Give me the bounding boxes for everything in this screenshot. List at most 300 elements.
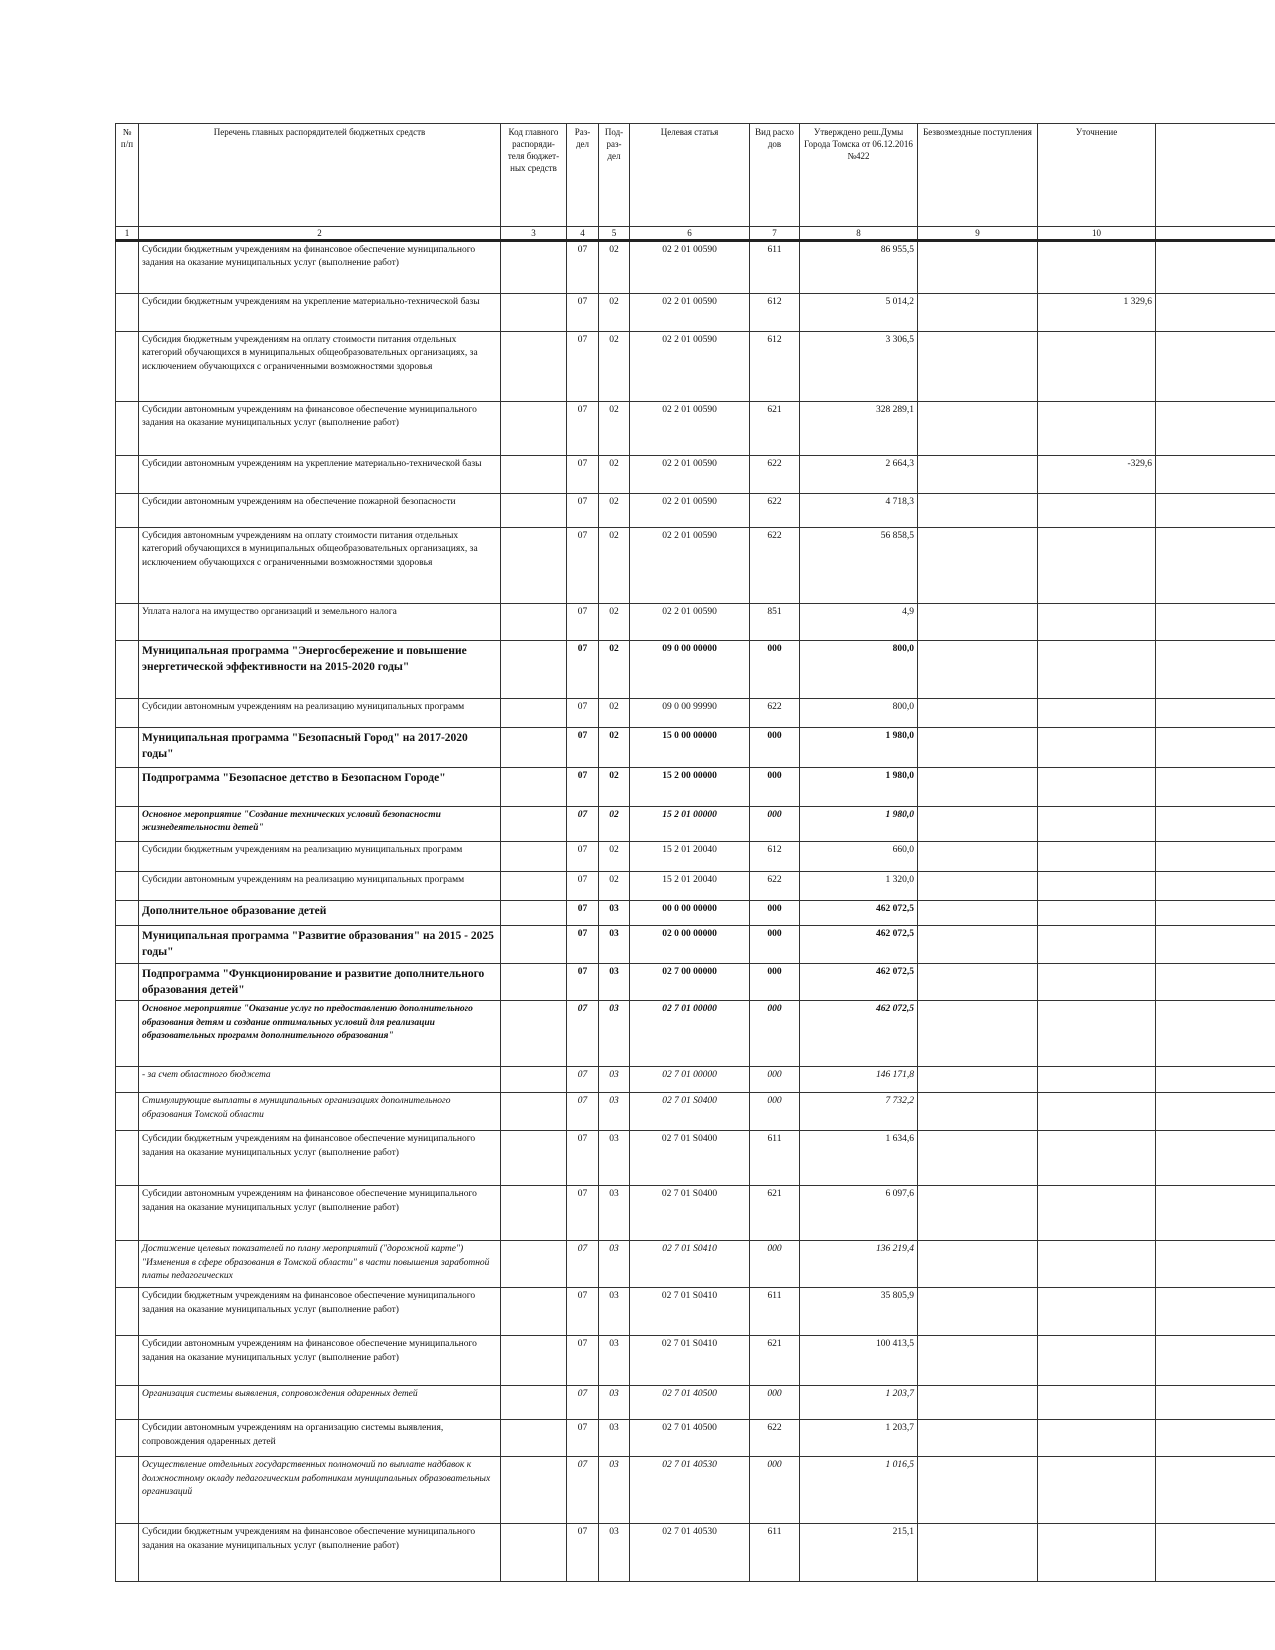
cell-number <box>116 294 139 332</box>
cell-description: Субсидии бюджетным учреждениям на укрепление материально-технической базы <box>139 294 501 332</box>
table-row <box>116 641 1275 699</box>
header-cell-gratuitous: Безвозмездные поступления <box>918 124 1038 227</box>
table-row <box>116 963 1275 1001</box>
cell-clarification: -329,6 <box>1038 456 1156 494</box>
cell-admin-code <box>501 402 567 456</box>
header-cell-target-article: Целевая статья <box>630 124 750 227</box>
cell-admin-code <box>501 872 567 901</box>
cell-number <box>116 1457 139 1524</box>
cell-section: 07 <box>567 332 599 402</box>
cell-extra <box>1156 768 1275 807</box>
cell-subsection: 03 <box>599 1067 630 1093</box>
cell-subsection: 03 <box>599 901 630 926</box>
cell-target-article: 02 2 01 00590 <box>630 294 750 332</box>
cell-section: 07 <box>567 402 599 456</box>
table-body <box>116 241 1275 1582</box>
column-number: 2 <box>139 227 501 241</box>
table-row <box>116 842 1275 872</box>
table-row <box>116 1457 1275 1524</box>
cell-extra <box>1156 1457 1275 1524</box>
cell-clarification <box>1038 807 1156 842</box>
table-row <box>116 1420 1275 1457</box>
table-row <box>116 332 1275 402</box>
cell-expense-type: 000 <box>750 768 800 807</box>
cell-expense-type: 000 <box>750 641 800 699</box>
cell-subsection: 02 <box>599 641 630 699</box>
cell-number <box>116 1288 139 1336</box>
cell-subsection: 03 <box>599 1001 630 1067</box>
cell-description: Организация системы выявления, сопровождения одаренных детей <box>139 1386 501 1420</box>
cell-clarification <box>1038 1457 1156 1524</box>
cell-target-article: 15 2 01 00000 <box>630 807 750 842</box>
table-row <box>116 768 1275 807</box>
cell-section: 07 <box>567 768 599 807</box>
cell-gratuitous <box>918 294 1038 332</box>
cell-expense-type: 622 <box>750 699 800 728</box>
cell-section: 07 <box>567 872 599 901</box>
cell-admin-code <box>501 1241 567 1288</box>
cell-section: 07 <box>567 1288 599 1336</box>
cell-admin-code <box>501 1001 567 1067</box>
cell-description: Субсидии бюджетным учреждениям на реализацию муниципальных программ <box>139 842 501 872</box>
cell-admin-code <box>501 842 567 872</box>
cell-extra <box>1156 641 1275 699</box>
cell-approved: 5 014,2 <box>800 294 918 332</box>
column-number-row <box>116 227 1275 241</box>
cell-section: 07 <box>567 1386 599 1420</box>
cell-extra <box>1156 1093 1275 1131</box>
table-row <box>116 604 1275 641</box>
cell-clarification <box>1038 494 1156 528</box>
column-number: 6 <box>630 227 750 241</box>
cell-section: 07 <box>567 728 599 768</box>
cell-description: Субсидии автономным учреждениям на укрепление материально-технической базы <box>139 456 501 494</box>
cell-subsection: 02 <box>599 402 630 456</box>
cell-target-article: 02 2 01 00590 <box>630 528 750 604</box>
cell-expense-type: 000 <box>750 926 800 964</box>
cell-gratuitous <box>918 494 1038 528</box>
cell-approved: 1 634,6 <box>800 1131 918 1186</box>
cell-gratuitous <box>918 402 1038 456</box>
cell-section: 07 <box>567 1336 599 1386</box>
cell-extra <box>1156 728 1275 768</box>
cell-expense-type: 611 <box>750 241 800 294</box>
cell-number <box>116 1186 139 1241</box>
cell-subsection: 02 <box>599 728 630 768</box>
cell-extra <box>1156 1288 1275 1336</box>
cell-extra <box>1156 1241 1275 1288</box>
cell-approved: 462 072,5 <box>800 926 918 964</box>
cell-target-article: 02 7 01 00000 <box>630 1001 750 1067</box>
cell-section: 07 <box>567 641 599 699</box>
header-cell-approved: Утверждено реш.Думы Города Томска от 06.12.2016 №422 <box>800 124 918 227</box>
cell-clarification <box>1038 1420 1156 1457</box>
cell-clarification <box>1038 332 1156 402</box>
cell-number <box>116 528 139 604</box>
cell-number <box>116 332 139 402</box>
cell-target-article: 02 0 00 00000 <box>630 926 750 964</box>
column-number: 5 <box>599 227 630 241</box>
cell-target-article: 02 7 01 40500 <box>630 1420 750 1457</box>
table-row <box>116 1241 1275 1288</box>
cell-section: 07 <box>567 1241 599 1288</box>
cell-clarification: 1 329,6 <box>1038 294 1156 332</box>
cell-description: Осуществление отдельных государственных полномочий по выплате надбавок к должностному окладу педагогическим работникам муниципальных образовательных организаций <box>139 1457 501 1524</box>
cell-extra <box>1156 604 1275 641</box>
cell-expense-type: 611 <box>750 1131 800 1186</box>
cell-section: 07 <box>567 1131 599 1186</box>
column-number: 7 <box>750 227 800 241</box>
cell-expense-type: 621 <box>750 1336 800 1386</box>
cell-description: Основное мероприятие "Создание технических условий безопасности жизнедеятельности детей" <box>139 807 501 842</box>
cell-admin-code <box>501 926 567 964</box>
cell-description: Подпрограмма "Функционирование и развитие дополнительного образования детей" <box>139 963 501 1001</box>
cell-number <box>116 1524 139 1582</box>
table-row <box>116 456 1275 494</box>
cell-admin-code <box>501 963 567 1001</box>
cell-number <box>116 842 139 872</box>
cell-approved: 328 289,1 <box>800 402 918 456</box>
cell-clarification <box>1038 528 1156 604</box>
cell-subsection: 02 <box>599 528 630 604</box>
cell-expense-type: 000 <box>750 728 800 768</box>
cell-gratuitous <box>918 332 1038 402</box>
cell-description: Субсидии автономным учреждениям на обеспечение пожарной безопасности <box>139 494 501 528</box>
table-row <box>116 872 1275 901</box>
cell-approved: 136 219,4 <box>800 1241 918 1288</box>
cell-section: 07 <box>567 699 599 728</box>
cell-gratuitous <box>918 842 1038 872</box>
budget-table <box>115 123 1275 1582</box>
table-row <box>116 1288 1275 1336</box>
cell-extra <box>1156 294 1275 332</box>
cell-clarification <box>1038 872 1156 901</box>
cell-gratuitous <box>918 963 1038 1001</box>
cell-number <box>116 963 139 1001</box>
cell-gratuitous <box>918 1457 1038 1524</box>
cell-subsection: 02 <box>599 807 630 842</box>
cell-subsection: 02 <box>599 241 630 294</box>
cell-section: 07 <box>567 842 599 872</box>
table-row <box>116 926 1275 964</box>
cell-gratuitous <box>918 1001 1038 1067</box>
cell-description: Субсидия автономным учреждениям на оплату стоимости питания отдельных категорий обучающихся в муниципальных общеобразовательных организациях, за исключением обучающихся с ограниченными возможностями здоровья <box>139 528 501 604</box>
cell-subsection: 02 <box>599 604 630 641</box>
cell-clarification <box>1038 699 1156 728</box>
table-row <box>116 1093 1275 1131</box>
table-row <box>116 1131 1275 1186</box>
cell-approved: 86 955,5 <box>800 241 918 294</box>
cell-admin-code <box>501 1420 567 1457</box>
cell-admin-code <box>501 641 567 699</box>
cell-expense-type: 000 <box>750 1001 800 1067</box>
cell-extra <box>1156 842 1275 872</box>
cell-admin-code <box>501 901 567 926</box>
cell-admin-code <box>501 1457 567 1524</box>
cell-clarification <box>1038 842 1156 872</box>
cell-gratuitous <box>918 1131 1038 1186</box>
table-row <box>116 241 1275 294</box>
cell-description: Субсидии автономным учреждениям на финансовое обеспечение муниципального задания на оказание муниципальных услуг (выполнение работ) <box>139 402 501 456</box>
header-cell-clarification: Уточнение <box>1038 124 1156 227</box>
cell-subsection: 02 <box>599 768 630 807</box>
cell-clarification <box>1038 241 1156 294</box>
header-cell-description: Перечень главных распорядителей бюджетных средств <box>139 124 501 227</box>
cell-approved: 3 306,5 <box>800 332 918 402</box>
cell-description: Субсидии автономным учреждениям на финансовое обеспечение муниципального задания на оказание муниципальных услуг (выполнение работ) <box>139 1336 501 1386</box>
cell-target-article: 02 2 01 00590 <box>630 402 750 456</box>
budget-table-sheet <box>115 123 1275 1650</box>
cell-target-article: 02 2 01 00590 <box>630 456 750 494</box>
cell-clarification <box>1038 1288 1156 1336</box>
cell-gratuitous <box>918 926 1038 964</box>
cell-description: Субсидии автономным учреждениям на финансовое обеспечение муниципального задания на оказание муниципальных услуг (выполнение работ) <box>139 1186 501 1241</box>
cell-gratuitous <box>918 807 1038 842</box>
cell-approved: 1 980,0 <box>800 768 918 807</box>
cell-number <box>116 641 139 699</box>
cell-extra <box>1156 1001 1275 1067</box>
cell-admin-code <box>501 1093 567 1131</box>
table-row <box>116 1336 1275 1386</box>
cell-admin-code <box>501 1186 567 1241</box>
cell-expense-type: 622 <box>750 872 800 901</box>
cell-section: 07 <box>567 294 599 332</box>
cell-subsection: 02 <box>599 332 630 402</box>
cell-extra <box>1156 1131 1275 1186</box>
cell-expense-type: 612 <box>750 332 800 402</box>
cell-subsection: 03 <box>599 1420 630 1457</box>
cell-extra <box>1156 807 1275 842</box>
cell-gratuitous <box>918 241 1038 294</box>
cell-expense-type: 622 <box>750 528 800 604</box>
cell-gratuitous <box>918 1524 1038 1582</box>
cell-description: Субсидии автономным учреждениям на организацию системы выявления, сопровождения одаренных детей <box>139 1420 501 1457</box>
cell-subsection: 02 <box>599 842 630 872</box>
cell-expense-type: 000 <box>750 1067 800 1093</box>
cell-clarification <box>1038 1093 1156 1131</box>
cell-description: Субсидии бюджетным учреждениям на финансовое обеспечение муниципального задания на оказание муниципальных услуг (выполнение работ) <box>139 1524 501 1582</box>
cell-expense-type: 851 <box>750 604 800 641</box>
table-row <box>116 294 1275 332</box>
cell-clarification <box>1038 641 1156 699</box>
cell-number <box>116 402 139 456</box>
cell-clarification <box>1038 1067 1156 1093</box>
cell-extra <box>1156 332 1275 402</box>
cell-extra <box>1156 1186 1275 1241</box>
column-number: 4 <box>567 227 599 241</box>
cell-section: 07 <box>567 241 599 294</box>
cell-target-article: 15 0 00 00000 <box>630 728 750 768</box>
cell-number <box>116 1241 139 1288</box>
cell-approved: 800,0 <box>800 641 918 699</box>
cell-approved: 1 980,0 <box>800 728 918 768</box>
cell-clarification <box>1038 1524 1156 1582</box>
cell-expense-type: 000 <box>750 807 800 842</box>
cell-number <box>116 456 139 494</box>
cell-target-article: 02 2 01 00590 <box>630 241 750 294</box>
cell-approved: 35 805,9 <box>800 1288 918 1336</box>
cell-clarification <box>1038 1336 1156 1386</box>
cell-section: 07 <box>567 1067 599 1093</box>
table-row <box>116 1067 1275 1093</box>
cell-gratuitous <box>918 872 1038 901</box>
cell-approved: 1 016,5 <box>800 1457 918 1524</box>
cell-approved: 56 858,5 <box>800 528 918 604</box>
cell-number <box>116 926 139 964</box>
cell-clarification <box>1038 768 1156 807</box>
cell-admin-code <box>501 456 567 494</box>
cell-gratuitous <box>918 768 1038 807</box>
cell-number <box>116 1067 139 1093</box>
cell-target-article: 02 7 01 S0410 <box>630 1336 750 1386</box>
cell-gratuitous <box>918 528 1038 604</box>
cell-approved: 660,0 <box>800 842 918 872</box>
cell-extra <box>1156 241 1275 294</box>
cell-approved: 800,0 <box>800 699 918 728</box>
cell-number <box>116 699 139 728</box>
column-number: 8 <box>800 227 918 241</box>
cell-clarification <box>1038 402 1156 456</box>
table-row <box>116 807 1275 842</box>
cell-expense-type: 621 <box>750 402 800 456</box>
cell-clarification <box>1038 1001 1156 1067</box>
column-number <box>1156 227 1275 241</box>
cell-number <box>116 728 139 768</box>
column-number: 3 <box>501 227 567 241</box>
column-number: 1 <box>116 227 139 241</box>
cell-number <box>116 241 139 294</box>
cell-number <box>116 1420 139 1457</box>
cell-description: Субсидии бюджетным учреждениям на финансовое обеспечение муниципального задания на оказание муниципальных услуг (выполнение работ) <box>139 241 501 294</box>
cell-description: Основное мероприятие "Оказание услуг по предоставлению дополнительного образования детям и создание оптимальных условий для реализации образовательных программ дополнительного образования" <box>139 1001 501 1067</box>
cell-subsection: 02 <box>599 494 630 528</box>
cell-gratuitous <box>918 728 1038 768</box>
cell-admin-code <box>501 1386 567 1420</box>
header-cell-section: Раз-дел <box>567 124 599 227</box>
cell-clarification <box>1038 728 1156 768</box>
cell-clarification <box>1038 901 1156 926</box>
cell-expense-type: 000 <box>750 901 800 926</box>
cell-approved: 462 072,5 <box>800 1001 918 1067</box>
cell-extra <box>1156 1336 1275 1386</box>
cell-extra <box>1156 402 1275 456</box>
cell-gratuitous <box>918 1420 1038 1457</box>
header-cell-number: № п/п <box>116 124 139 227</box>
cell-expense-type: 612 <box>750 842 800 872</box>
cell-subsection: 03 <box>599 926 630 964</box>
cell-approved: 462 072,5 <box>800 963 918 1001</box>
cell-target-article: 02 2 01 00590 <box>630 332 750 402</box>
cell-target-article: 02 7 01 40500 <box>630 1386 750 1420</box>
cell-gratuitous <box>918 456 1038 494</box>
cell-expense-type: 622 <box>750 1420 800 1457</box>
cell-description: Подпрограмма "Безопасное детство в Безопасном Городе" <box>139 768 501 807</box>
cell-expense-type: 621 <box>750 1186 800 1241</box>
cell-subsection: 03 <box>599 1288 630 1336</box>
cell-approved: 6 097,6 <box>800 1186 918 1241</box>
cell-description: - за счет областного бюджета <box>139 1067 501 1093</box>
cell-admin-code <box>501 1336 567 1386</box>
cell-description: Уплата налога на имущество организаций и земельного налога <box>139 604 501 641</box>
cell-gratuitous <box>918 1186 1038 1241</box>
cell-number <box>116 1001 139 1067</box>
cell-description: Стимулирующие выплаты в муниципальных организациях дополнительного образования Томской области <box>139 1093 501 1131</box>
cell-section: 07 <box>567 1457 599 1524</box>
cell-admin-code <box>501 807 567 842</box>
cell-admin-code <box>501 494 567 528</box>
cell-admin-code <box>501 728 567 768</box>
table-row <box>116 528 1275 604</box>
cell-target-article: 00 0 00 00000 <box>630 901 750 926</box>
cell-target-article: 15 2 01 20040 <box>630 872 750 901</box>
cell-target-article: 02 7 01 S0410 <box>630 1288 750 1336</box>
cell-admin-code <box>501 294 567 332</box>
cell-description: Муниципальная программа "Безопасный Город" на 2017-2020 годы" <box>139 728 501 768</box>
cell-admin-code <box>501 604 567 641</box>
cell-admin-code <box>501 1524 567 1582</box>
cell-clarification <box>1038 926 1156 964</box>
cell-extra <box>1156 1067 1275 1093</box>
cell-admin-code <box>501 1067 567 1093</box>
cell-section: 07 <box>567 963 599 1001</box>
cell-number <box>116 901 139 926</box>
cell-approved: 215,1 <box>800 1524 918 1582</box>
cell-approved: 4,9 <box>800 604 918 641</box>
cell-number <box>116 1336 139 1386</box>
cell-target-article: 02 7 01 00000 <box>630 1067 750 1093</box>
cell-target-article: 02 7 01 40530 <box>630 1457 750 1524</box>
cell-extra <box>1156 963 1275 1001</box>
header-cell-admin-code: Код главного распоряди-теля бюджет-ных средств <box>501 124 567 227</box>
table-row <box>116 1524 1275 1582</box>
cell-gratuitous <box>918 1241 1038 1288</box>
cell-gratuitous <box>918 1067 1038 1093</box>
cell-expense-type: 000 <box>750 963 800 1001</box>
cell-description: Субсидии автономным учреждениям на реализацию муниципальных программ <box>139 699 501 728</box>
cell-description: Субсидии бюджетным учреждениям на финансовое обеспечение муниципального задания на оказание муниципальных услуг (выполнение работ) <box>139 1288 501 1336</box>
column-number: 9 <box>918 227 1038 241</box>
cell-section: 07 <box>567 1186 599 1241</box>
cell-target-article: 02 7 00 00000 <box>630 963 750 1001</box>
cell-approved: 462 072,5 <box>800 901 918 926</box>
header-cell-subsection: Под-раз-дел <box>599 124 630 227</box>
cell-target-article: 02 2 01 00590 <box>630 494 750 528</box>
cell-extra <box>1156 1524 1275 1582</box>
cell-description: Субсидии бюджетным учреждениям на финансовое обеспечение муниципального задания на оказание муниципальных услуг (выполнение работ) <box>139 1131 501 1186</box>
cell-approved: 7 732,2 <box>800 1093 918 1131</box>
cell-section: 07 <box>567 1001 599 1067</box>
cell-number <box>116 494 139 528</box>
cell-admin-code <box>501 1131 567 1186</box>
cell-target-article: 02 7 01 S0410 <box>630 1241 750 1288</box>
cell-gratuitous <box>918 641 1038 699</box>
cell-approved: 1 203,7 <box>800 1386 918 1420</box>
cell-admin-code <box>501 528 567 604</box>
cell-number <box>116 768 139 807</box>
cell-subsection: 03 <box>599 1336 630 1386</box>
cell-extra <box>1156 1420 1275 1457</box>
cell-gratuitous <box>918 604 1038 641</box>
cell-admin-code <box>501 241 567 294</box>
cell-approved: 1 980,0 <box>800 807 918 842</box>
cell-description: Муниципальная программа "Развитие образования" на 2015 - 2025 годы" <box>139 926 501 964</box>
cell-clarification <box>1038 1241 1156 1288</box>
table-row <box>116 699 1275 728</box>
cell-gratuitous <box>918 1386 1038 1420</box>
cell-section: 07 <box>567 926 599 964</box>
table-row <box>116 494 1275 528</box>
cell-clarification <box>1038 1131 1156 1186</box>
